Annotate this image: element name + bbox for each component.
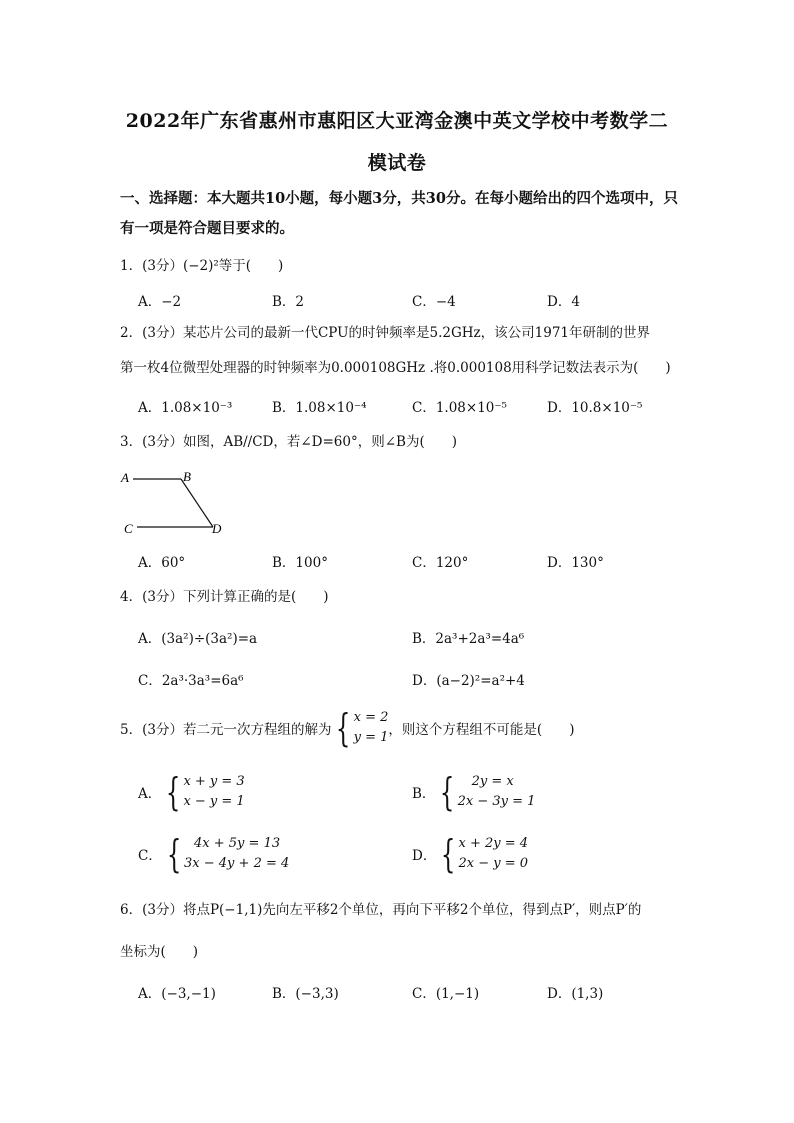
q4-option-a: A．(3a²)÷(3a²)=a: [138, 631, 258, 647]
question-5-stem: [120, 708, 574, 748]
q5-c-eq2: 3x − 4y + 2 = 4: [184, 856, 290, 871]
q5-option-a-system: [183, 772, 244, 812]
q5-b-eq2: 2x − 3y = 1: [457, 794, 536, 809]
q4-option-c: C．2a³·3a³=6a⁶: [138, 673, 244, 689]
q5-option-a-label: A．: [138, 786, 162, 802]
section-heading-line1: 一、选择题：本大题共10小题，每小题3分，共30分。在每小题给出的四个选项中，只: [120, 190, 678, 207]
q5-c-eq1: 4x + 5y = 13: [194, 836, 281, 851]
section-heading-line2: 有一项是符合题目要求的。: [120, 220, 294, 237]
label-b: B: [183, 469, 191, 484]
question-2-stem-line1: 2．(3分）某芯片公司的最新一代CPU的时钟频率是5.2GHz，该公司1971年研制的世界: [120, 325, 650, 341]
q5-option-c: [138, 834, 289, 874]
brace-icon: {: [440, 770, 455, 814]
q5-d-eq1: x + 2y = 4: [458, 836, 529, 851]
brace-icon: {: [166, 770, 181, 814]
q6-option-b: B．(−3,3): [272, 986, 339, 1002]
question-3-stem: 3．(3分）如图，AB//CD，若∠D=60°，则∠B为( ): [120, 434, 458, 450]
q6-option-d: D．(1,3): [547, 986, 604, 1002]
q5-option-b-system: [458, 772, 536, 812]
q3-option-a: A．60°: [138, 555, 186, 571]
q5-d-eq2: 2x − y = 0: [458, 856, 529, 871]
q1-option-b: B．2: [272, 294, 305, 310]
line-bd: [181, 479, 213, 527]
q5-solution-y: y = 1: [353, 730, 389, 745]
q5-option-b-label: B．: [412, 786, 436, 802]
question-4-stem: 4．(3分）下列计算正确的是( ): [120, 589, 329, 605]
q4-option-b: B．2a³+2a³=4a⁶: [412, 631, 525, 647]
q2-option-d: D．10.8×10⁻⁵: [547, 400, 643, 416]
q1-option-d: D．4: [547, 294, 580, 310]
q2-option-a: A．1.08×10⁻³: [138, 400, 233, 416]
q3-option-b: B．100°: [272, 555, 328, 571]
q6-option-a: A．(−3,−1): [138, 986, 216, 1002]
q1-option-c: C．−4: [412, 294, 456, 310]
brace-icon: {: [441, 832, 456, 876]
label-a: A: [121, 470, 129, 485]
question-6-stem-line1: 6．(3分）将点P(−1,1)先向左平移2个单位，再向下平移2个单位，得到点P′，则点P′的: [120, 902, 642, 918]
label-c: C: [124, 521, 133, 536]
exam-title-line2: 模试卷: [367, 152, 427, 174]
q5-stem-after: ，则这个方程组不可能是( ): [388, 722, 575, 738]
q5-option-d: [412, 834, 528, 874]
q5-stem-before: 5．(3分）若二元一次方程组的解为: [120, 722, 332, 738]
q3-option-c: C．120°: [412, 555, 469, 571]
q5-option-a: [138, 772, 245, 812]
q2-option-c: C．1.08×10⁻⁵: [412, 400, 507, 416]
q1-option-a: A．−2: [138, 294, 182, 310]
q5-solution-system: [354, 708, 389, 748]
exam-title-line1: 2022年广东省惠州市惠阳区大亚湾金澳中英文学校中考数学二: [125, 110, 669, 132]
parallel-lines-figure: [115, 465, 235, 540]
brace-icon: {: [336, 706, 351, 750]
q5-option-b: [412, 772, 535, 812]
q5-a-eq2: x − y = 1: [183, 794, 245, 809]
q5-option-c-label: C．: [138, 848, 162, 864]
question-2-stem-line2: 第一枚4位微型处理器的时钟频率为0.000108GHz .将0.000108用科学记数法表示为( ): [120, 360, 671, 376]
q5-option-d-system: [459, 834, 529, 874]
q2-option-b: B．1.08×10⁻⁴: [272, 400, 367, 416]
label-d: D: [212, 521, 222, 536]
q3-option-d: D．130°: [547, 555, 604, 571]
q5-b-eq1: 2y = x: [471, 774, 514, 789]
q5-option-d-label: D．: [412, 848, 437, 864]
question-6-stem-line2: 坐标为( ): [120, 944, 199, 960]
q5-solution-x: x = 2: [353, 710, 389, 725]
q5-a-eq1: x + y = 3: [183, 774, 245, 789]
q4-option-d: D．(a−2)²=a²+4: [412, 673, 525, 689]
question-1-stem: 1．(3分）(−2)²等于( ): [120, 258, 284, 274]
q6-option-c: C．(1,−1): [412, 986, 480, 1002]
brace-icon: {: [166, 832, 182, 876]
q5-option-c-system: [184, 834, 289, 874]
